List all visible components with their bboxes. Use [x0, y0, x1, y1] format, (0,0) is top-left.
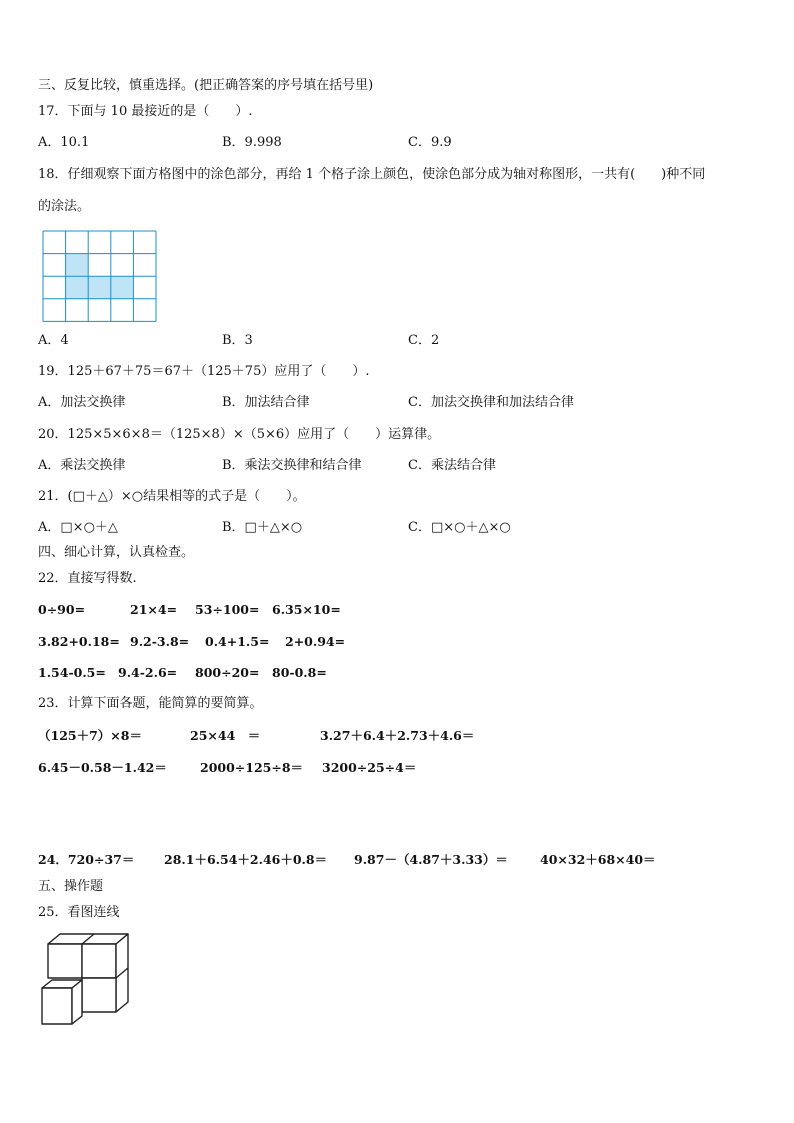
q22-item: 0÷90= — [38, 602, 86, 617]
q20-option-b: B．乘法交换律和结合律 — [222, 458, 362, 473]
q23-item: 3.27＋6.4＋2.73＋4.6＝ — [320, 728, 475, 743]
q23-item: 2000÷125÷8＝ — [200, 760, 304, 775]
q18-grid-figure — [42, 230, 160, 324]
q24-item: 9.87－（4.87＋3.33）＝ — [354, 852, 508, 867]
q20-option-c: C．乘法结合律 — [408, 458, 496, 473]
q21-option-b: B．□＋△×○ — [222, 520, 303, 535]
q23-item: 25×44 ＝ — [190, 728, 261, 743]
q18-option-c: C．2 — [408, 333, 440, 348]
section-4-heading: 四、细心计算，认真检查。 — [38, 545, 195, 560]
grid-shaded-cell — [111, 276, 134, 299]
question-20-stem: 20．125×5×6×8＝（125×8）×（5×6）应用了（ ）运算律。 — [38, 427, 441, 442]
q17-option-b: B．9.998 — [222, 135, 282, 150]
q21-option-c: C．□×○＋△×○ — [408, 520, 511, 535]
q19-option-b: B．加法结合律 — [222, 395, 310, 410]
q23-item: 6.45－0.58－1.42＝ — [38, 760, 167, 775]
question-18-stem-line1: 18．仔细观察下面方格图中的涂色部分，再给 1 个格子涂上颜色，使涂色部分成为轴对称图形，一共有( )种不同 — [38, 167, 706, 182]
q19-option-a: A．加法交换律 — [38, 395, 126, 410]
q25-cube-figure — [38, 930, 138, 1030]
q24-item: 40×32＋68×40＝ — [540, 852, 656, 867]
question-22-stem: 22．直接写得数. — [38, 571, 137, 586]
q17-option-c: C．9.9 — [408, 135, 452, 150]
q20-option-a: A．乘法交换律 — [38, 458, 126, 473]
q19-option-c: C．加法交换律和加法结合律 — [408, 395, 574, 410]
q24-item: 24．720÷37＝ — [38, 852, 135, 867]
q23-item: 3200÷25÷4＝ — [322, 760, 417, 775]
question-25-stem: 25．看图连线 — [38, 905, 120, 920]
question-18-stem-line2: 的涂法。 — [38, 199, 91, 214]
q17-option-a: A．10.1 — [38, 135, 90, 150]
q18-option-b: B．3 — [222, 333, 253, 348]
grid-shaded-cell — [66, 254, 89, 277]
q22-item: 21×4= — [130, 602, 178, 617]
q24-item: 28.1＋6.54＋2.46＋0.8＝ — [164, 852, 328, 867]
q22-item: 80-0.8= — [272, 665, 327, 680]
grid-shaded-cell — [88, 276, 111, 299]
q21-option-a: A．□×○＋△ — [38, 520, 118, 535]
q22-item: 53÷100= — [195, 602, 260, 617]
q22-item: 3.82+0.18= — [38, 634, 120, 649]
grid-shaded-cell — [66, 276, 89, 299]
q22-item: 0.4+1.5= — [205, 634, 270, 649]
question-19-stem: 19．125＋67＋75＝67＋（125＋75）应用了（ ）. — [38, 364, 370, 379]
q22-item: 800÷20= — [195, 665, 260, 680]
q23-item: （125＋7）×8＝ — [38, 728, 142, 743]
q22-item: 6.35×10= — [272, 602, 341, 617]
question-17-stem: 17．下面与 10 最接近的是（ ）. — [38, 104, 253, 119]
q22-item: 2+0.94= — [285, 634, 346, 649]
question-21-stem: 21．(□＋△）×○结果相等的式子是（ ）。 — [38, 489, 306, 504]
question-23-stem: 23．计算下面各题，能简算的要简算。 — [38, 696, 263, 711]
q18-option-a: A．4 — [38, 333, 69, 348]
q22-item: 1.54-0.5= — [38, 665, 106, 680]
q22-item: 9.2-3.8= — [130, 634, 190, 649]
section-3-heading: 三、反复比较，慎重选择。(把正确答案的序号填在括号里) — [38, 78, 374, 93]
section-5-heading: 五、操作题 — [38, 879, 104, 894]
q22-item: 9.4-2.6= — [118, 665, 178, 680]
